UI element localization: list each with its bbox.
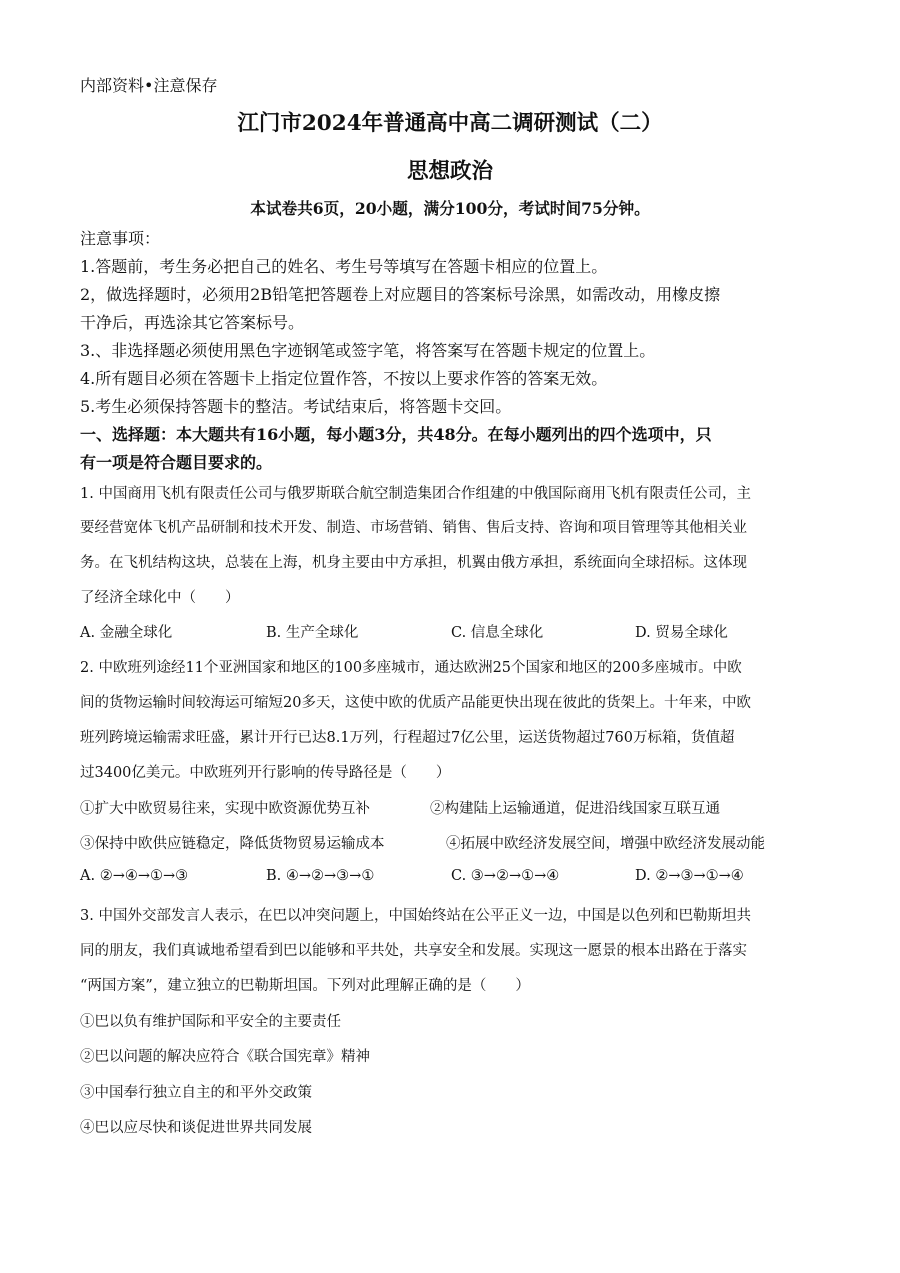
question-3-text: 同的朋友，我们真诚地希望看到巴以能够和平共处，共享安全和发展。实现这一愿景的根本出路在于落实 [80,943,747,959]
question-1-text: 要经营宽体飞机产品研制和技术开发、制造、市场营销、销售、售后支持、咨询和项目管理等其他相关业 [80,520,747,536]
question-3-item: ③中国奉行独立自主的和平外交政策 [80,1085,312,1101]
question-3-text: “两国方案”，建立独立的巴勒斯坦国。下列对此理解正确的是（ ） [80,978,530,994]
note-line: 3.、非选择题必须使用黑色字迹钢笔或签字笔，将答案写在答题卡规定的位置上。 [80,341,656,360]
question-2-text: 班列跨境运输需求旺盛，累计开行已达8.1万列，行程超过7亿公里，运送货物超过760万标箱，货值超 [80,730,735,746]
question-2-option-d: D. ②→③→①→④ [635,868,744,884]
question-3-text: 3. 中国外交部发言人表示，在巴以冲突问题上，中国始终站在公平正义一边，中国是以色列和巴勒斯坦共 [80,908,751,924]
question-2-option-c: C. ③→②→①→④ [451,868,560,884]
note-line: 4.所有题目必须在答题卡上指定位置作答，不按以上要求作答的答案无效。 [80,369,608,388]
question-2-option-b: B. ④→②→③→① [266,868,375,884]
section-heading-cont: 有一项是符合题目要求的。 [80,453,273,472]
note-line: 干净后，再选涂其它答案标号。 [80,313,305,332]
question-2-text: 过3400亿美元。中欧班列开行影响的传导路径是（ ） [80,765,451,781]
question-2-text: 2. 中欧班列途经11个亚洲国家和地区的100多座城市，通达欧洲25个国家和地区的200多座城市。中欧 [80,660,742,676]
note-line: 5.考生必须保持答题卡的整洁。考试结束后，将答题卡交回。 [80,397,512,416]
subject-title: 思想政治 [406,159,493,184]
question-2-item: ③保持中欧供应链稳定，降低货物贸易运输成本 [80,836,385,852]
question-2-item: ④拓展中欧经济发展空间，增强中欧经济发展动能 [446,836,765,852]
question-1-option-b: B. 生产全球化 [266,625,359,641]
question-2-option-a: A. ②→④→①→③ [80,868,189,884]
question-1-option-c: C. 信息全球化 [451,625,544,641]
question-3-item: ④巴以应尽快和谈促进世界共同发展 [80,1120,312,1136]
question-2-item: ②构建陆上运输通道，促进沿线国家互联互通 [430,801,720,817]
exam-title: 江门市2024年普通高中高二调研测试（二） [237,111,663,136]
question-1-text: 1. 中国商用飞机有限责任公司与俄罗斯联合航空制造集团合作组建的中俄国际商用飞机有限责任公司，主 [80,486,751,502]
notes-heading: 注意事项： [80,229,161,248]
question-1-text: 了经济全球化中（ ） [80,590,240,606]
question-3-item: ①巴以负有维护国际和平安全的主要责任 [80,1014,341,1030]
question-1-option-a: A. 金融全球化 [80,625,173,641]
question-1-option-d: D. 贸易全球化 [635,625,728,641]
question-2-text: 间的货物运输时间较海运可缩短20多天，这使中欧的优质产品能更快出现在彼此的货架上。十年来，中欧 [80,695,751,711]
note-line: 2，做选择题时，必须用2B铅笔把答题卷上对应题目的答案标号涂黑，如需改动，用橡皮擦 [80,285,721,304]
note-line: 1.答题前，考生务必把自己的姓名、考生号等填写在答题卡相应的位置上。 [80,257,608,276]
exam-info: 本试卷共6页，20小题，满分100分，考试时间75分钟。 [250,199,650,218]
question-1-text: 务。在飞机结构这块，总装在上海，机身主要由中方承担，机翼由俄方承担，系统面向全球招标。这体现 [80,555,747,571]
question-2-item: ①扩大中欧贸易往来，实现中欧资源优势互补 [80,801,370,817]
question-3-item: ②巴以问题的解决应符合《联合国宪章》精神 [80,1049,370,1065]
confidential-label: 内部资料•注意保存 [80,76,218,95]
section-heading: 一、选择题：本大题共有16小题，每小题3分，共48分。在每小题列出的四个选项中，只 [80,425,712,444]
